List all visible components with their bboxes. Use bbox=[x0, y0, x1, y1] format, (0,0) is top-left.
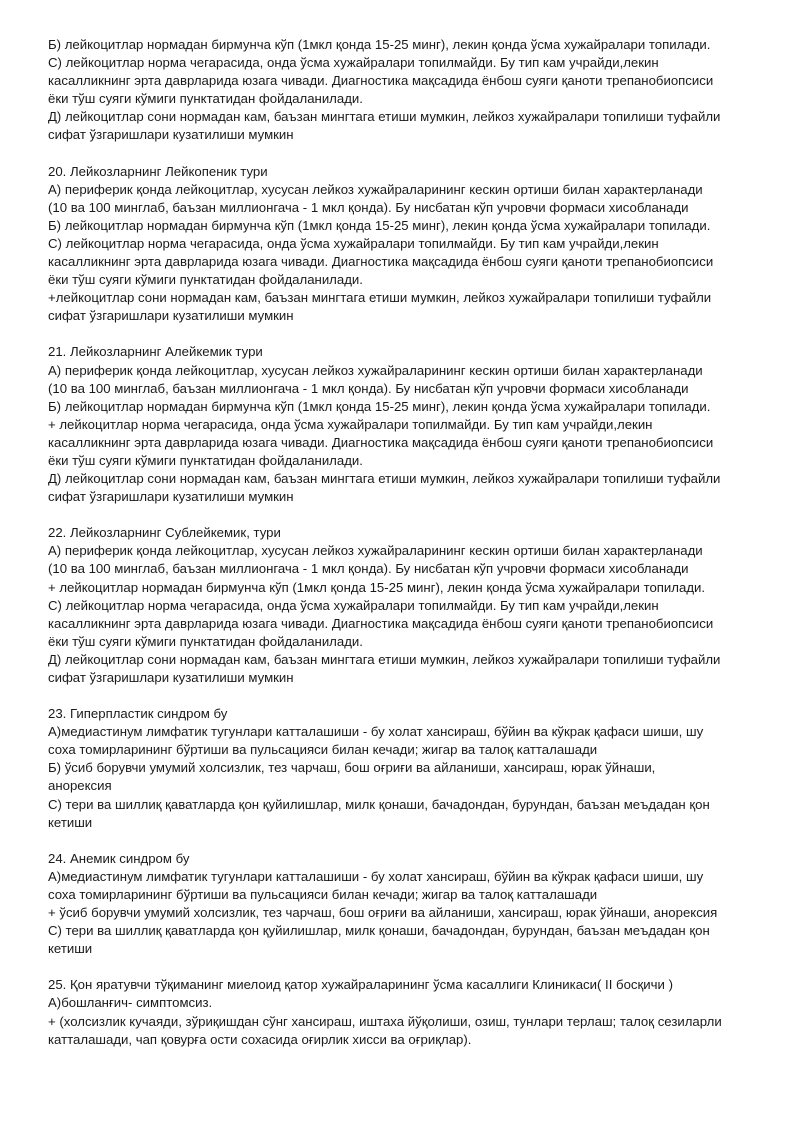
text-line: Д) лейкоцитлар сони нормадан кам, баъзан мингтага етиши мумкин, лейкоз хужайралари топилиши туфайли bbox=[48, 651, 721, 667]
text-line: +лейкоцитлар сони нормадан кам, баъзан мингтага етиши мумкин, лейкоз хужайралари топилиши туфайли bbox=[48, 290, 712, 306]
paragraph-gap bbox=[48, 145, 748, 163]
text-line: ёки тўш суяги кўмиги пунктатидан фойдаланилади. bbox=[48, 633, 363, 649]
text-line: А)бошланғич- симптомсиз. bbox=[48, 995, 213, 1011]
text-line: А)медиастинум лимфатик тугунлари катталашиши - бу холат хансираш, бўйин ва кўкрак қафаси шиши, шу bbox=[48, 724, 704, 740]
text-line: + (холсизлик кучаяди, зўриқишдан сўнг хансираш, иштаха йўқолиши, озиш, тунлари терлаш; талоқ сезиларли bbox=[48, 1013, 722, 1029]
text-line: касалликнинг эрта даврларида юзага чивади. Диагностика мақсадида ёнбош суяги қаноти трепанобиопсиси bbox=[48, 73, 714, 89]
text-line: Б) лейкоцитлар нормадан бирмунча кўп (1мкл қонда 15-25 минг), лекин қонда ўсма хужайралари топилади. bbox=[48, 37, 711, 52]
text-line: сифат ўзгаришлари кузатилиши мумкин bbox=[48, 127, 294, 143]
text-line: соха томирларининг бўртиши ва пульсацияси билан кечади; жигар ва талоқ катталашади bbox=[48, 886, 598, 902]
text-line: 25. Қон яратувчи тўқиманинг миелоид қатор хужайраларининг ўсма касаллиги Клиникаси( II босқичи ) bbox=[48, 977, 673, 993]
text-line: Б) ўсиб борувчи умумий холсизлик, тез чарчаш, бош оғриғи ва айланиши, хансираш, юрак ўйнаши, bbox=[48, 760, 656, 776]
text-line: сифат ўзгаришлари кузатилиши мумкин bbox=[48, 489, 294, 505]
text-line: (10 ва 100 минглаб, баъзан миллионгача - 1 мкл қонда). Бу нисбатан кўп учровчи формаси хисобланади bbox=[48, 380, 689, 396]
text-line: С) тери ва шиллиқ қаватларда қон қуйилишлар, милк қонаши, бачадондан, бурундан, баъзан меъдадан қон bbox=[48, 796, 710, 812]
text-line: С) тери ва шиллиқ қаватларда қон қуйилишлар, милк қонаши, бачадондан, бурундан, баъзан меъдадан қон bbox=[48, 923, 710, 939]
text-line: А)медиастинум лимфатик тугунлари катталашиши - бу холат хансираш, бўйин ва кўкрак қафаси шиши, шу bbox=[48, 868, 704, 884]
paragraph-gap bbox=[48, 506, 748, 524]
text-line: сифат ўзгаришлари кузатилиши мумкин bbox=[48, 308, 294, 324]
text-line: + лейкоцитлар норма чегарасида, онда ўсма хужайралари топилмайди. Бу тип кам учрайди,лекин bbox=[48, 416, 653, 432]
text-line: (10 ва 100 минглаб, баъзан миллионгача - 1 мкл қонда). Бу нисбатан кўп учровчи формаси хисобланади bbox=[48, 199, 689, 215]
text-line: А) периферик қонда лейкоцитлар, хусусан лейкоз хужайраларининг кескин ортиши билан характерланади bbox=[48, 181, 703, 197]
text-line: + лейкоцитлар нормадан бирмунча кўп (1мкл қонда 15-25 минг), лекин қонда ўсма хужайралари топилади. bbox=[48, 579, 706, 595]
text-line: А) периферик қонда лейкоцитлар, хусусан лейкоз хужайраларининг кескин ортиши билан характерланади bbox=[48, 543, 703, 559]
text-line: 24. Анемик синдром бу bbox=[48, 850, 190, 866]
text-line: Д) лейкоцитлар сони нормадан кам, баъзан мингтага етиши мумкин, лейкоз хужайралари топилиши туфайли bbox=[48, 109, 721, 125]
text-line: С) лейкоцитлар норма чегарасида, онда ўсма хужайралари топилмайди. Бу тип кам учрайди,лекин bbox=[48, 597, 659, 613]
text-line: Д) лейкоцитлар сони нормадан кам, баъзан мингтага етиши мумкин, лейкоз хужайралари топилиши туфайли bbox=[48, 471, 721, 487]
text-line: 21. Лейкозларнинг Алейкемик тури bbox=[48, 344, 263, 360]
text-line: 23. Гиперпластик синдром бу bbox=[48, 706, 228, 722]
text-line: + ўсиб борувчи умумий холсизлик, тез чарчаш, бош оғриғи ва айланиши, хансираш, юрак ўйнаши, анорексия bbox=[48, 905, 718, 921]
text-line: катталашади, чап қовурға ости сохасида оғирлик хисси ва оғриқлар). bbox=[48, 1031, 472, 1047]
text-line: А) периферик қонда лейкоцитлар, хусусан лейкоз хужайраларининг кескин ортиши билан характерланади bbox=[48, 362, 703, 378]
text-line: Б) лейкоцитлар нормадан бирмунча кўп (1мкл қонда 15-25 минг), лекин қонда ўсма хужайралари топилади. bbox=[48, 217, 711, 233]
text-line: касалликнинг эрта даврларида юзага чивади. Диагностика мақсадида ёнбош суяги қаноти трепанобиопсиси bbox=[48, 254, 714, 270]
document-page bbox=[48, 36, 748, 1049]
text-line: кетиши bbox=[48, 941, 93, 957]
text-line: касалликнинг эрта даврларида юзага чивади. Диагностика мақсадида ёнбош суяги қаноти трепанобиопсиси bbox=[48, 615, 714, 631]
paragraph-gap bbox=[48, 832, 748, 850]
paragraph-gap bbox=[48, 325, 748, 343]
text-line: 22. Лейкозларнинг Сублейкемик, тури bbox=[48, 525, 281, 541]
text-line: кетиши bbox=[48, 814, 93, 830]
text-line: С) лейкоцитлар норма чегарасида, онда ўсма хужайралари топилмайди. Бу тип кам учрайди,лекин bbox=[48, 55, 659, 71]
text-line: ёки тўш суяги кўмиги пунктатидан фойдаланилади. bbox=[48, 91, 363, 107]
text-line: Б) лейкоцитлар нормадан бирмунча кўп (1мкл қонда 15-25 минг), лекин қонда ўсма хужайралари топилади. bbox=[48, 398, 711, 414]
text-line: С) лейкоцитлар норма чегарасида, онда ўсма хужайралари топилмайди. Бу тип кам учрайди,лекин bbox=[48, 235, 659, 251]
paragraph-gap bbox=[48, 687, 748, 705]
text-line: ёки тўш суяги кўмиги пунктатидан фойдаланилади. bbox=[48, 452, 363, 468]
text-line: соха томирларининг бўртиши ва пульсацияси билан кечади; жигар ва талоқ катталашади bbox=[48, 742, 598, 758]
text-line: сифат ўзгаришлари кузатилиши мумкин bbox=[48, 670, 294, 685]
text-line: ёки тўш суяги кўмиги пунктатидан фойдаланилади. bbox=[48, 272, 363, 288]
paragraph-gap bbox=[48, 958, 748, 976]
text-line: (10 ва 100 минглаб, баъзан миллионгача - 1 мкл қонда). Бу нисбатан кўп учровчи формаси хисобланади bbox=[48, 561, 689, 577]
text-line: 20. Лейкозларнинг Лейкопеник тури bbox=[48, 163, 268, 179]
text-line: касалликнинг эрта даврларида юзага чивади. Диагностика мақсадида ёнбош суяги қаноти трепанобиопсиси bbox=[48, 434, 714, 450]
text-line: анорексия bbox=[48, 778, 112, 794]
